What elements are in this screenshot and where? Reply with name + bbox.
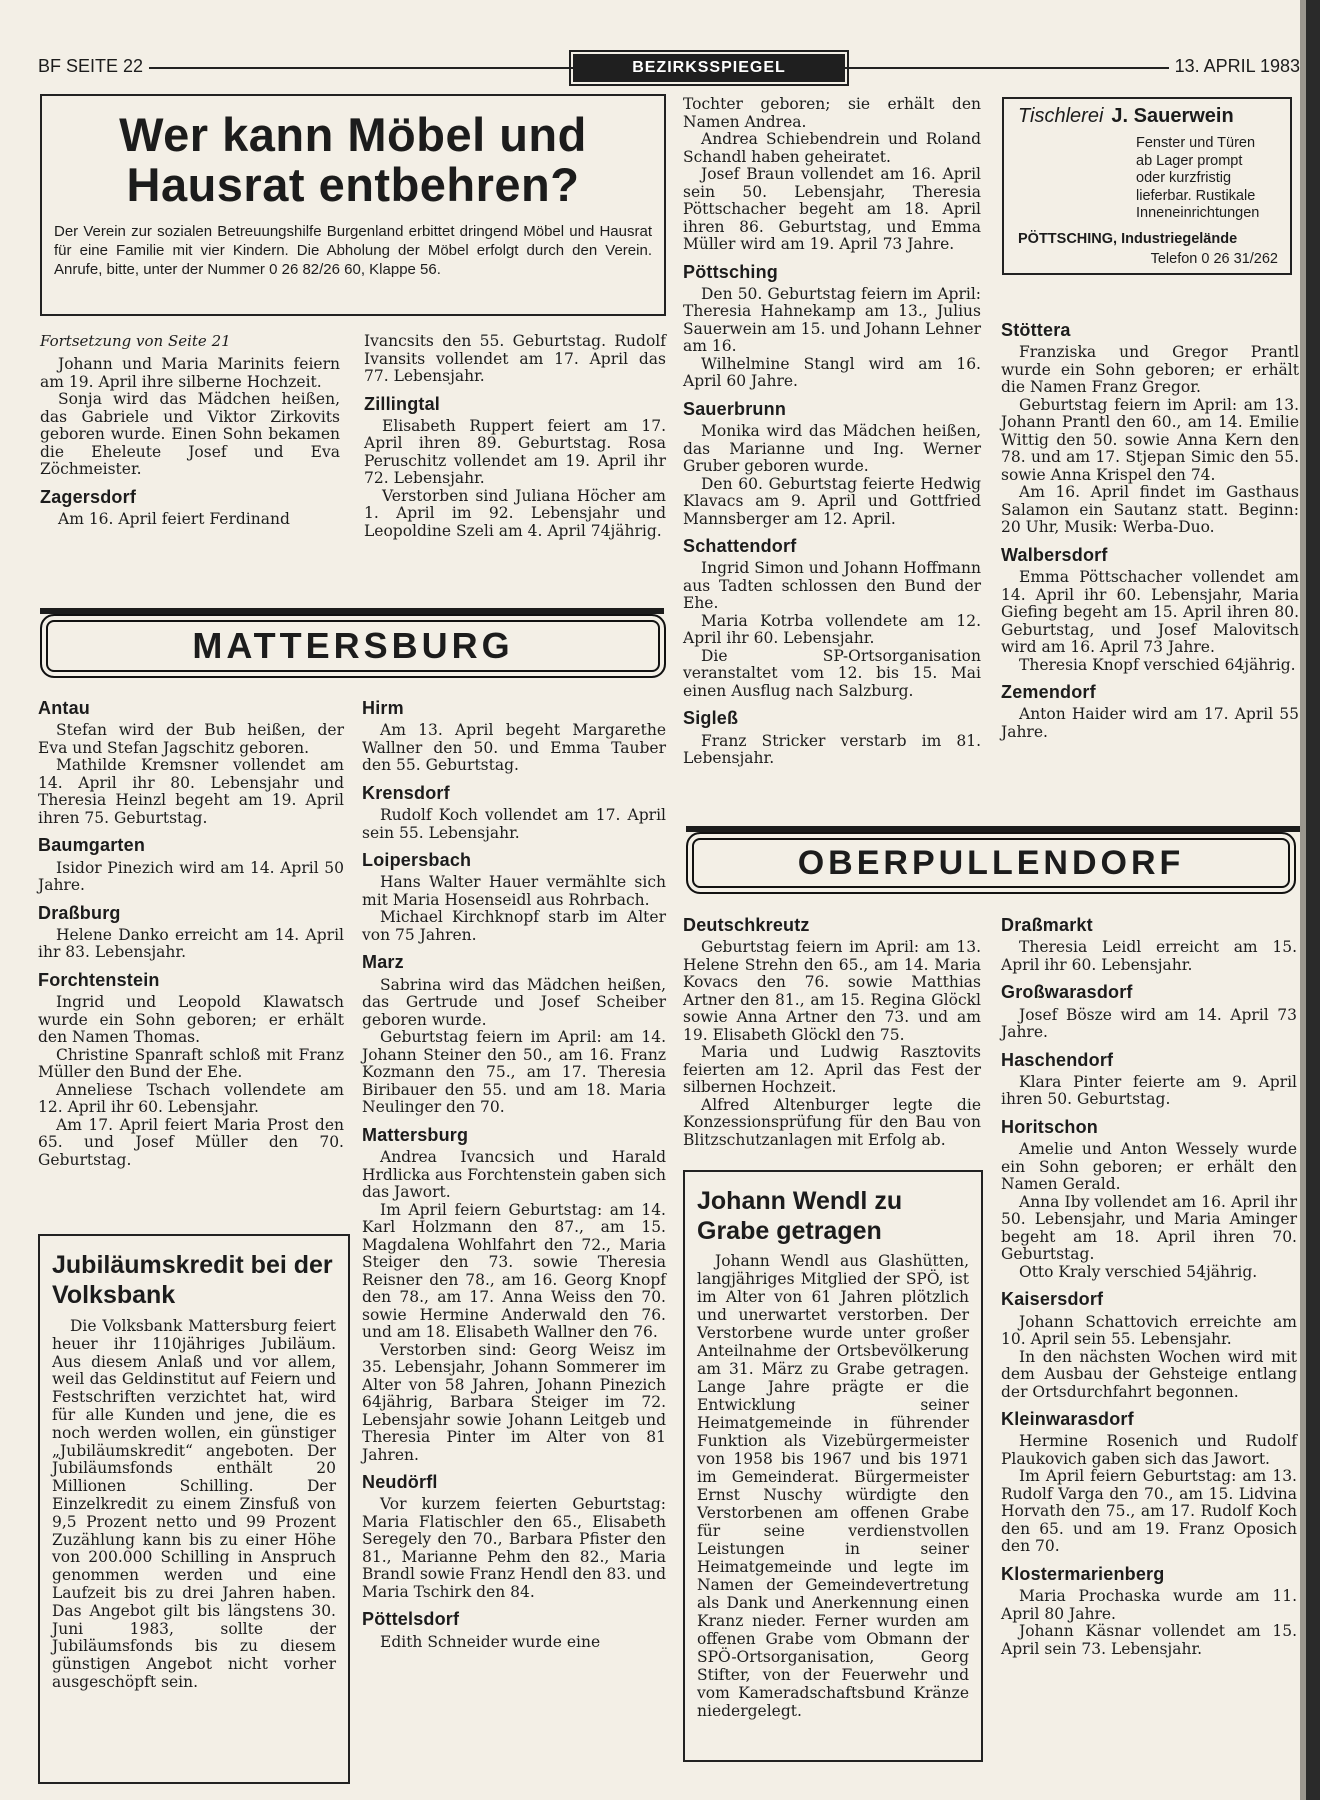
ad-line: lieferbar. Rustikale bbox=[1136, 187, 1256, 204]
page-number: BF SEITE 22 bbox=[38, 56, 149, 76]
news-paragraph: Amelie und Anton Wessely wurde ein Sohn geboren; er erhält den Namen Gerald. bbox=[1001, 1140, 1297, 1194]
place-heading: Krensdorf bbox=[362, 782, 450, 803]
ad-line: oder kurzfristig bbox=[1136, 170, 1232, 186]
news-paragraph: Andrea Schiebendrein und Roland Schandl haben geheiratet. bbox=[683, 130, 981, 166]
news-paragraph: Klara Pinter feierte am 9. April ihren 50. Geburtstag. bbox=[1001, 1072, 1297, 1109]
news-paragraph: Im April feiern Geburtstag: am 13. Rudolf Varga den 70., am 15. Lidvina Horvath den 75., am 17. Rudolf Koch den 65. und am 19. Franz Oposich den 70. bbox=[1001, 1467, 1297, 1556]
news-paragraph: Mathilde Kremsner vollendet am 14. April ihr 80. Lebensjahr und Theresia Heinzl begeht am 19. April ihren 75. Geburtstag. bbox=[38, 756, 344, 827]
ad-lines bbox=[1136, 135, 1259, 223]
place-heading: Marz bbox=[362, 952, 404, 973]
news-paragraph: Monika wird das Mädchen heißen, das Marianne und Ing. Werner Gruber geboren wurde. bbox=[683, 422, 981, 476]
wendl-title: Johann Wendl zu Grabe getragen bbox=[697, 1187, 903, 1245]
news-paragraph: Johann und Maria Marinits feiern am 19. April ihre silberne Hochzeit. bbox=[40, 355, 340, 391]
place-heading: Sigleß bbox=[683, 708, 739, 729]
news-paragraph: Helene Danko erreicht am 14. April ihr 83. Lebensjahr. bbox=[38, 925, 344, 962]
place-heading: Schattendorf bbox=[683, 536, 797, 557]
place-heading: Antau bbox=[38, 698, 90, 718]
volksbank-title: Jubiläumskredit bei der Volksbank bbox=[52, 1251, 333, 1309]
news-paragraph: Franziska und Gregor Prantl wurde ein Sohn geboren; er erhält die Namen Franz Gregor. bbox=[1001, 343, 1299, 397]
news-paragraph: Johann Schattovich erreichte am 10. April sein 55. Lebensjahr. bbox=[1001, 1312, 1297, 1349]
news-paragraph: Theresia Leidl erreicht am 15. April ihr 60. Lebensjahr. bbox=[1001, 938, 1297, 974]
news-paragraph: Ingrid Simon und Johann Hoffmann aus Tadten schlossen den Bund der Ehe. bbox=[683, 559, 981, 613]
place-heading: Klostermarienberg bbox=[1001, 1563, 1165, 1584]
place-heading: Zemendorf bbox=[1001, 682, 1096, 703]
masthead: BEZIRKSSPIEGEL bbox=[573, 54, 845, 82]
ad-name: J. Sauerwein bbox=[1111, 105, 1234, 127]
wendl-obituary-box bbox=[683, 1170, 983, 1762]
news-paragraph: Emma Pöttschacher vollendet am 14. April ihr 60. Lebensjahr, Maria Giefing begeht am 15. April ihren 80. Geburtstag, und Josef Malovitsch wird am 16. April 73 Jahre. bbox=[1001, 568, 1299, 657]
place-heading: Baumgarten bbox=[38, 835, 146, 856]
news-paragraph: Otto Kraly verschied 54jährig. bbox=[1019, 1262, 1258, 1281]
appeal-box bbox=[40, 94, 666, 316]
place-heading: Pöttelsdorf bbox=[362, 1609, 460, 1630]
news-paragraph: Ingrid und Leopold Klawatsch wurde ein Sohn geboren; er erhält den Namen Thomas. bbox=[38, 993, 344, 1047]
news-paragraph: Michael Kirchknopf starb im Alter von 75 Jahren. bbox=[362, 908, 666, 944]
place-heading: Forchtenstein bbox=[38, 969, 160, 990]
news-paragraph: Elisabeth Ruppert feiert am 17. April ihren 89. Geburtstag. Rosa Peruschitz vollendet am 19. April ihr 72. Lebensjahr. bbox=[364, 416, 666, 488]
news-paragraph: Andrea Ivancsich und Harald Hrdlicka aus Forchtenstein gaben sich das Jawort. bbox=[362, 1148, 666, 1202]
place-heading: Hirm bbox=[362, 698, 404, 718]
news-paragraph: Rudolf Koch vollendet am 17. April sein 55. Lebensjahr. bbox=[362, 806, 666, 842]
mattersburg-banner: MATTERSBURG bbox=[40, 614, 666, 678]
news-paragraph: Den 60. Geburtstag feierte Hedwig Klavacs am 9. April und Gottfried Mannsberger am 12. April. bbox=[683, 474, 981, 528]
news-paragraph: Edith Schneider wurde eine bbox=[380, 1632, 601, 1651]
news-paragraph: Verstorben sind: Georg Weisz im 35. Lebensjahr, Johann Sommerer im Alter von 58 Jahren, Johann Pinezich 64jährig, Barbara Steiger im 72. Lebensjahr sowie Johann Leitgeb und Theresia Pinter im Alter von 81 Jahren. bbox=[362, 1340, 666, 1464]
news-paragraph: Stefan wird der Bub heißen, der Eva und Stefan Jagschitz geboren. bbox=[38, 721, 344, 757]
place-heading: Walbersdorf bbox=[1001, 544, 1108, 565]
news-paragraph: Hans Walter Hauer vermählte sich mit Maria Hosenseidl aus Rohrbach. bbox=[362, 873, 666, 909]
place-heading: Sauerbrunn bbox=[683, 398, 787, 419]
place-heading: Haschendorf bbox=[1001, 1049, 1114, 1070]
news-paragraph: Sabrina wird das Mädchen heißen, das Gertrude und Josef Scheiber geboren wurde. bbox=[362, 975, 666, 1029]
news-paragraph: Tochter geboren; sie erhält den Namen Andrea. bbox=[683, 95, 981, 131]
news-paragraph: Anneliese Tschach vollendete am 12. April ihr 60. Lebensjahr. bbox=[38, 1080, 344, 1117]
news-paragraph: Am 13. April begeht Margarethe Wallner den 50. und Emma Tauber den 55. Geburtstag. bbox=[362, 721, 666, 775]
place-heading: Mattersburg bbox=[362, 1124, 469, 1145]
page-header bbox=[38, 54, 1300, 82]
news-paragraph: In den nächsten Wochen wird mit dem Ausbau der Gehsteige entlang der Ortsdurchfahrt begonnen. bbox=[1001, 1347, 1297, 1401]
news-paragraph: Johann Käsnar vollendet am 15. April sein 73. Lebensjahr. bbox=[1001, 1622, 1297, 1658]
continuation-note: Fortsetzung von Seite 21 bbox=[40, 332, 231, 350]
carpentry-advertisement bbox=[1002, 97, 1292, 275]
page-edge bbox=[1306, 0, 1320, 1800]
news-paragraph: Am 17. April feiert Maria Prost den 65. und Josef Müller den 70. Geburtstag. bbox=[38, 1115, 344, 1169]
ad-location: PÖTTSCHING, Industriegelände bbox=[1018, 231, 1238, 247]
continuation-column-1 bbox=[40, 356, 340, 528]
volksbank-box bbox=[38, 1234, 350, 1784]
ad-trade: Tischlerei bbox=[1018, 105, 1104, 127]
wendl-body bbox=[697, 1252, 969, 1720]
place-heading: Pöttsching bbox=[683, 261, 778, 282]
news-paragraph: Geburtstag feiern im April: am 13. Johann Prantl den 60., am 14. Emilie Wittig den 50. sowie Anna Kern den 78. und am 17. Stjepan Simic den 55. sowie Anna Krispel den 74. bbox=[1001, 395, 1299, 484]
ad-phone: Telefon 0 26 31/262 bbox=[1150, 251, 1278, 267]
continuation-column-2 bbox=[364, 333, 666, 540]
column-4-top bbox=[1001, 320, 1299, 741]
news-paragraph: Maria Kotrba vollendete am 12. April ihr 60. Lebensjahr. bbox=[683, 611, 981, 648]
news-paragraph: Vor kurzem feierten Geburtstag: Maria Flatischler den 65., Elisabeth Seregely den 70., Barbara Pfister den 81., Marianne Pehm den 82., Maria Brandl sowie Franz Hendl den 83. und Maria Tschirk den 84. bbox=[362, 1495, 666, 1601]
news-paragraph: Franz Stricker verstarb im 81. Lebensjahr. bbox=[683, 731, 981, 768]
ad-line: Fenster und Türen bbox=[1136, 135, 1256, 151]
place-heading: Deutschkreutz bbox=[683, 915, 810, 935]
issue-date: 13. APRIL 1983 bbox=[1169, 56, 1300, 76]
news-paragraph: Die SP-Ortsorganisation veranstaltet vom 12. bis 15. Mai einen Ausflug nach Salzburg. bbox=[683, 646, 981, 700]
news-paragraph: Christine Spanraft schloß mit Franz Müller den Bund der Ehe. bbox=[38, 1045, 344, 1082]
news-paragraph: Josef Braun vollendet am 16. April sein 50. Lebensjahr, Theresia Pöttschacher begeht am 18. April ihren 86. Geburtstag, und Emma Müller wird am 19. April 73 Jahre. bbox=[683, 165, 981, 253]
place-heading: Stöttera bbox=[1001, 320, 1071, 340]
news-paragraph: Verstorben sind Juliana Höcher am 1. April im 92. Lebensjahr und Leopoldine Szeli am 4. April 74jährig. bbox=[364, 486, 666, 540]
ad-line: Inneneinrichtungen bbox=[1136, 205, 1260, 221]
place-heading: Loipersbach bbox=[362, 850, 472, 871]
news-paragraph: Maria und Ludwig Rasztovits feierten am 12. April das Fest der silbernen Hochzeit. bbox=[683, 1043, 981, 1097]
mattersburg-column-1 bbox=[38, 698, 344, 1169]
news-paragraph: Am 16. April findet im Gasthaus Salamon ein Sautanz statt. Beginn: 20 Uhr, Musik: Werba-Duo. bbox=[1001, 483, 1299, 537]
volksbank-paragraph: Die Volksbank Mattersburg feiert heuer ihr 110jähriges Jubiläum. Aus diesem Anlaß und vor allem, weil das Geldinstitut auf Feiern und Festschriften verzichtet hat, wird für alle Kunden und jene, die es noch werden wollen, ein günstiger „Jubiläumskredit“ angeboten. Der Jubiläumsfonds enthält 20 Millionen Schilling. Der Einzelkredit zu einem Zinsfuß von 9,5 Prozent netto und 99 Prozent Zuzählung kann bis zu einer Höhe von 200.000 Schilling in Anspruch genommen werden und eine Laufzeit bis zu drei Jahren haben. Das Angebot gilt bis längstens 30. Juni 1983, sollte der Jubiläumsfonds bis zu diesem günstigen Angebot nicht vorher ausgeschöpft sein. bbox=[52, 1317, 336, 1691]
news-paragraph: Isidor Pinezich wird am 14. April 50 Jahre. bbox=[38, 858, 344, 895]
news-paragraph: Hermine Rosenich und Rudolf Plaukovich gaben sich das Jawort. bbox=[1001, 1432, 1297, 1468]
news-paragraph: Geburtstag feiern im April: am 14. Johann Steiner den 50., am 16. Franz Kozmann den 75., am 17. Theresia Biribauer den 55. und am 18. Maria Neulinger den 70. bbox=[362, 1028, 666, 1117]
news-paragraph: Josef Bösze wird am 14. April 73 Jahre. bbox=[1001, 1005, 1297, 1042]
ad-heading bbox=[1018, 105, 1234, 128]
place-heading: Kaisersdorf bbox=[1001, 1289, 1104, 1310]
news-paragraph: Theresia Knopf verschied 64jährig. bbox=[1019, 655, 1296, 674]
oberpullendorf-banner: OBERPULLENDORF bbox=[686, 832, 1296, 894]
news-paragraph: Ivancsits den 55. Geburtstag. Rudolf Ivansits vollendet am 17. April das 77. Lebensjahr. bbox=[364, 332, 666, 385]
volksbank-body bbox=[52, 1318, 336, 1692]
news-paragraph: Sonja wird das Mädchen heißen, das Gabriele und Viktor Zirkovits geboren wurde. Einen Sohn bekamen die Eheleute Josef und Eva Zöchmeister. bbox=[40, 390, 340, 478]
news-paragraph: Den 50. Geburtstag feiern im April: Theresia Hahnekamp am 13., Julius Sauerwein am 15. und Johann Lehner am 16. bbox=[683, 284, 981, 356]
oberpullendorf-column-1 bbox=[683, 915, 981, 1149]
news-paragraph: Anton Haider wird am 17. April 55 Jahre. bbox=[1001, 705, 1299, 741]
wendl-paragraph: Johann Wendl aus Glashütten, langjähriges Mitglied der SPÖ, ist im Alter von 61 Jahren plötzlich und unerwartet verstorben. Der Verstorbene wurde unter großer Anteilnahme der Ortsbevölkerung am 31. März zu Grabe getragen. Lange Jahre prägte er die Entwicklung seiner Heimatgemeinde in führender Funktion als Vizebürgermeister von 1958 bis 1967 und bis 1971 im Gemeinderat. Bürgermeister Ernst Nuschy würdigte den Verstorbenen am offenen Grabe für seine verdienstvollen Leistungen in seiner Heimatgemeinde und legte im Namen der Gemeindevertretung als Dank und Anerkennung einen Kranz nieder. Ferner wurden am offenen Grabe vom Obmann der SPÖ-Ortsorganisation, Georg Stifter, von der Feuerwehr und vom Kameradschaftsbund Kränze niedergelegt. bbox=[697, 1252, 969, 1720]
place-heading: Zagersdorf bbox=[40, 486, 137, 507]
ad-line: ab Lager prompt bbox=[1136, 152, 1243, 169]
news-paragraph: Alfred Altenburger legte die Konzessionsprüfung für den Bau von Blitzschutzanlagen mit Erfolg ab. bbox=[683, 1095, 981, 1149]
oberpullendorf-column-2 bbox=[1001, 915, 1297, 1658]
news-paragraph: Maria Prochaska wurde am 11. April 80 Jahre. bbox=[1001, 1587, 1297, 1623]
news-paragraph: Geburtstag feiern im April: am 13. Helene Strehn den 65., am 14. Maria Kovacs den 76. sowie Matthias Artner den 81., am 15. Regina Glöckl sowie Anna Artner den 73. und am 19. Elisabeth Glöckl den 75. bbox=[683, 938, 981, 1044]
appeal-body: Der Verein zur sozialen Betreuungshilfe Burgenland erbittet dringend Möbel und Hausrat für eine Familie mit vier Kindern. Die Abholung der Möbel erfolgt durch den Verein. Anrufe, bitte, unter der Nummer 0 26 82/26 60, Klappe 56. bbox=[54, 223, 652, 278]
place-heading: Draßburg bbox=[38, 902, 121, 923]
place-heading: Großwarasdorf bbox=[1001, 982, 1133, 1003]
column-3-top bbox=[683, 96, 981, 768]
place-heading: Draßmarkt bbox=[1001, 915, 1093, 935]
mattersburg-column-2 bbox=[362, 698, 666, 1651]
news-paragraph: Im April feiern Geburtstag: am 14. Karl Holzmann den 87., am 15. Magdalena Wohlfahrt den 72., Maria Steiger den 73. sowie Theresia Reisner den 78., am 16. Georg Knopf den 78., am 17. Anna Weiss den 70. sowie Hermine Anderwald den 76. und am 18. Elisabeth Wallner den 76. bbox=[362, 1200, 666, 1342]
place-heading: Zillingtal bbox=[364, 393, 440, 414]
place-heading: Horitschon bbox=[1001, 1116, 1099, 1137]
news-paragraph: Am 16. April feiert Ferdinand bbox=[58, 509, 290, 528]
news-paragraph: Wilhelmine Stangl wird am 16. April 60 Jahre. bbox=[683, 354, 981, 391]
place-heading: Kleinwarasdorf bbox=[1001, 1409, 1134, 1430]
news-paragraph: Anna Iby vollendet am 16. April ihr 50. Lebensjahr, und Maria Aminger begeht am 18. April ihren 70. Geburtstag. bbox=[1001, 1192, 1297, 1264]
appeal-title: Wer kann Möbel und Hausrat entbehren? bbox=[119, 108, 587, 211]
place-heading: Neudörfl bbox=[362, 1472, 438, 1493]
